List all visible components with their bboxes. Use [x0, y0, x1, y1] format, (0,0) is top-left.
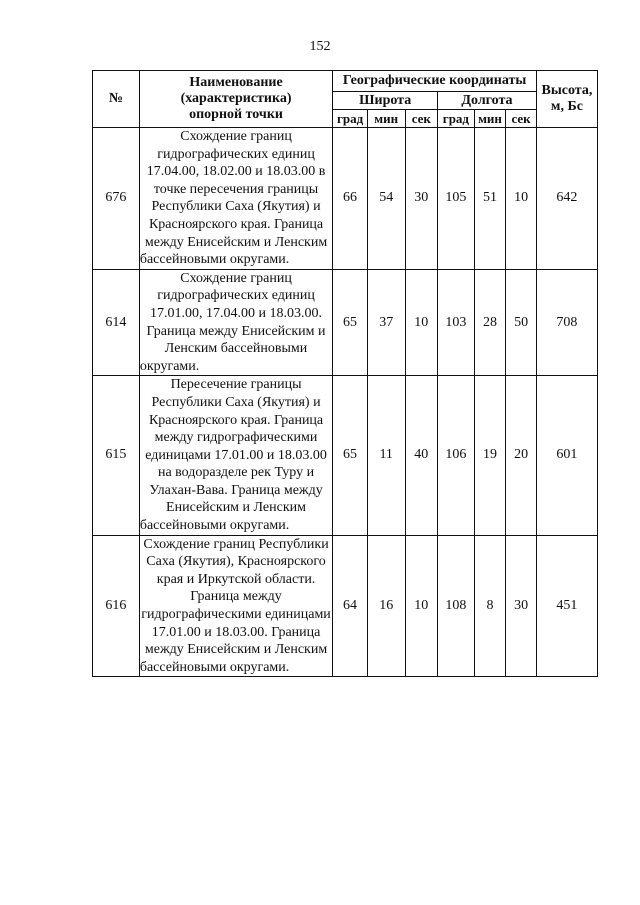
row-number: 614 — [93, 269, 140, 376]
lat-min: 16 — [367, 535, 405, 677]
row-description: Пересечение границы Республики Саха (Якутия) и Красноярского края. Граница между гидрографическими единицами 17.01.00 и 18.03.00 на водоразделе рек Туру и Улахан-Вава. Граница между Енисейским и Ленским бассейновыми округами. — [139, 376, 332, 535]
table-row — [93, 128, 598, 270]
lat-min: 37 — [367, 269, 405, 376]
header-lon-sec: сек — [506, 110, 537, 128]
header-lon-min: мин — [474, 110, 506, 128]
header-height-line1: Высота, — [541, 83, 593, 98]
height-value: 601 — [536, 376, 597, 535]
lon-min: 19 — [474, 376, 506, 535]
header-lat-sec: сек — [405, 110, 438, 128]
lat-deg: 66 — [333, 128, 368, 270]
lat-deg: 64 — [333, 535, 368, 677]
lat-deg: 65 — [333, 269, 368, 376]
header-name-line1: Наименование — [189, 75, 283, 90]
header-lon-deg: град — [438, 110, 475, 128]
lon-sec: 50 — [506, 269, 537, 376]
row-number: 616 — [93, 535, 140, 677]
row-description: Схождение границ гидрографических единиц 17.04.00, 18.02.00 и 18.03.00 в точке пересечения границы Республики Саха (Якутия) и Красноярского края. Граница между Енисейским и Ленским бассейновыми округами. — [139, 128, 332, 270]
lon-sec: 20 — [506, 376, 537, 535]
lon-deg: 106 — [438, 376, 475, 535]
row-description: Схождение границ гидрографических единиц 17.01.00, 17.04.00 и 18.03.00. Граница между Енисейским и Ленским бассейновыми округами. — [139, 269, 332, 376]
lon-deg: 108 — [438, 535, 475, 677]
row-description: Схождение границ Республики Саха (Якутия), Красноярского края и Иркутской области. Граница между гидрографическими единицами 17.01.00 и 18.03.00. Граница между Енисейским и Ленским бассейновыми округами. — [139, 535, 332, 677]
lon-min: 8 — [474, 535, 506, 677]
table-header — [93, 71, 598, 128]
header-height-line2: м, Бс — [550, 99, 583, 114]
header-number: № — [93, 71, 140, 128]
lon-deg: 103 — [438, 269, 475, 376]
height-value: 708 — [536, 269, 597, 376]
header-height — [536, 71, 597, 128]
lon-sec: 10 — [506, 128, 537, 270]
header-name — [139, 71, 332, 128]
coordinates-table — [92, 70, 598, 677]
lat-deg: 65 — [333, 376, 368, 535]
lon-min: 51 — [474, 128, 506, 270]
page-number: 152 — [309, 39, 331, 54]
table-row — [93, 269, 598, 376]
table-row — [93, 376, 598, 535]
lat-sec: 10 — [405, 535, 438, 677]
header-lat-deg: град — [333, 110, 368, 128]
height-value: 642 — [536, 128, 597, 270]
table-row — [93, 535, 598, 677]
height-value: 451 — [536, 535, 597, 677]
row-number: 615 — [93, 376, 140, 535]
lat-sec: 10 — [405, 269, 438, 376]
header-geo-coordinates: Географические координаты — [333, 71, 537, 92]
header-name-line2: (характеристика) — [180, 91, 292, 106]
row-number: 676 — [93, 128, 140, 270]
lat-sec: 30 — [405, 128, 438, 270]
lon-min: 28 — [474, 269, 506, 376]
lon-deg: 105 — [438, 128, 475, 270]
lat-min: 54 — [367, 128, 405, 270]
header-lat-min: мин — [367, 110, 405, 128]
lat-min: 11 — [367, 376, 405, 535]
header-name-line3: опорной точки — [189, 107, 283, 122]
lon-sec: 30 — [506, 535, 537, 677]
header-longitude: Долгота — [438, 92, 537, 110]
header-latitude: Широта — [333, 92, 438, 110]
lat-sec: 40 — [405, 376, 438, 535]
table-body — [93, 128, 598, 677]
